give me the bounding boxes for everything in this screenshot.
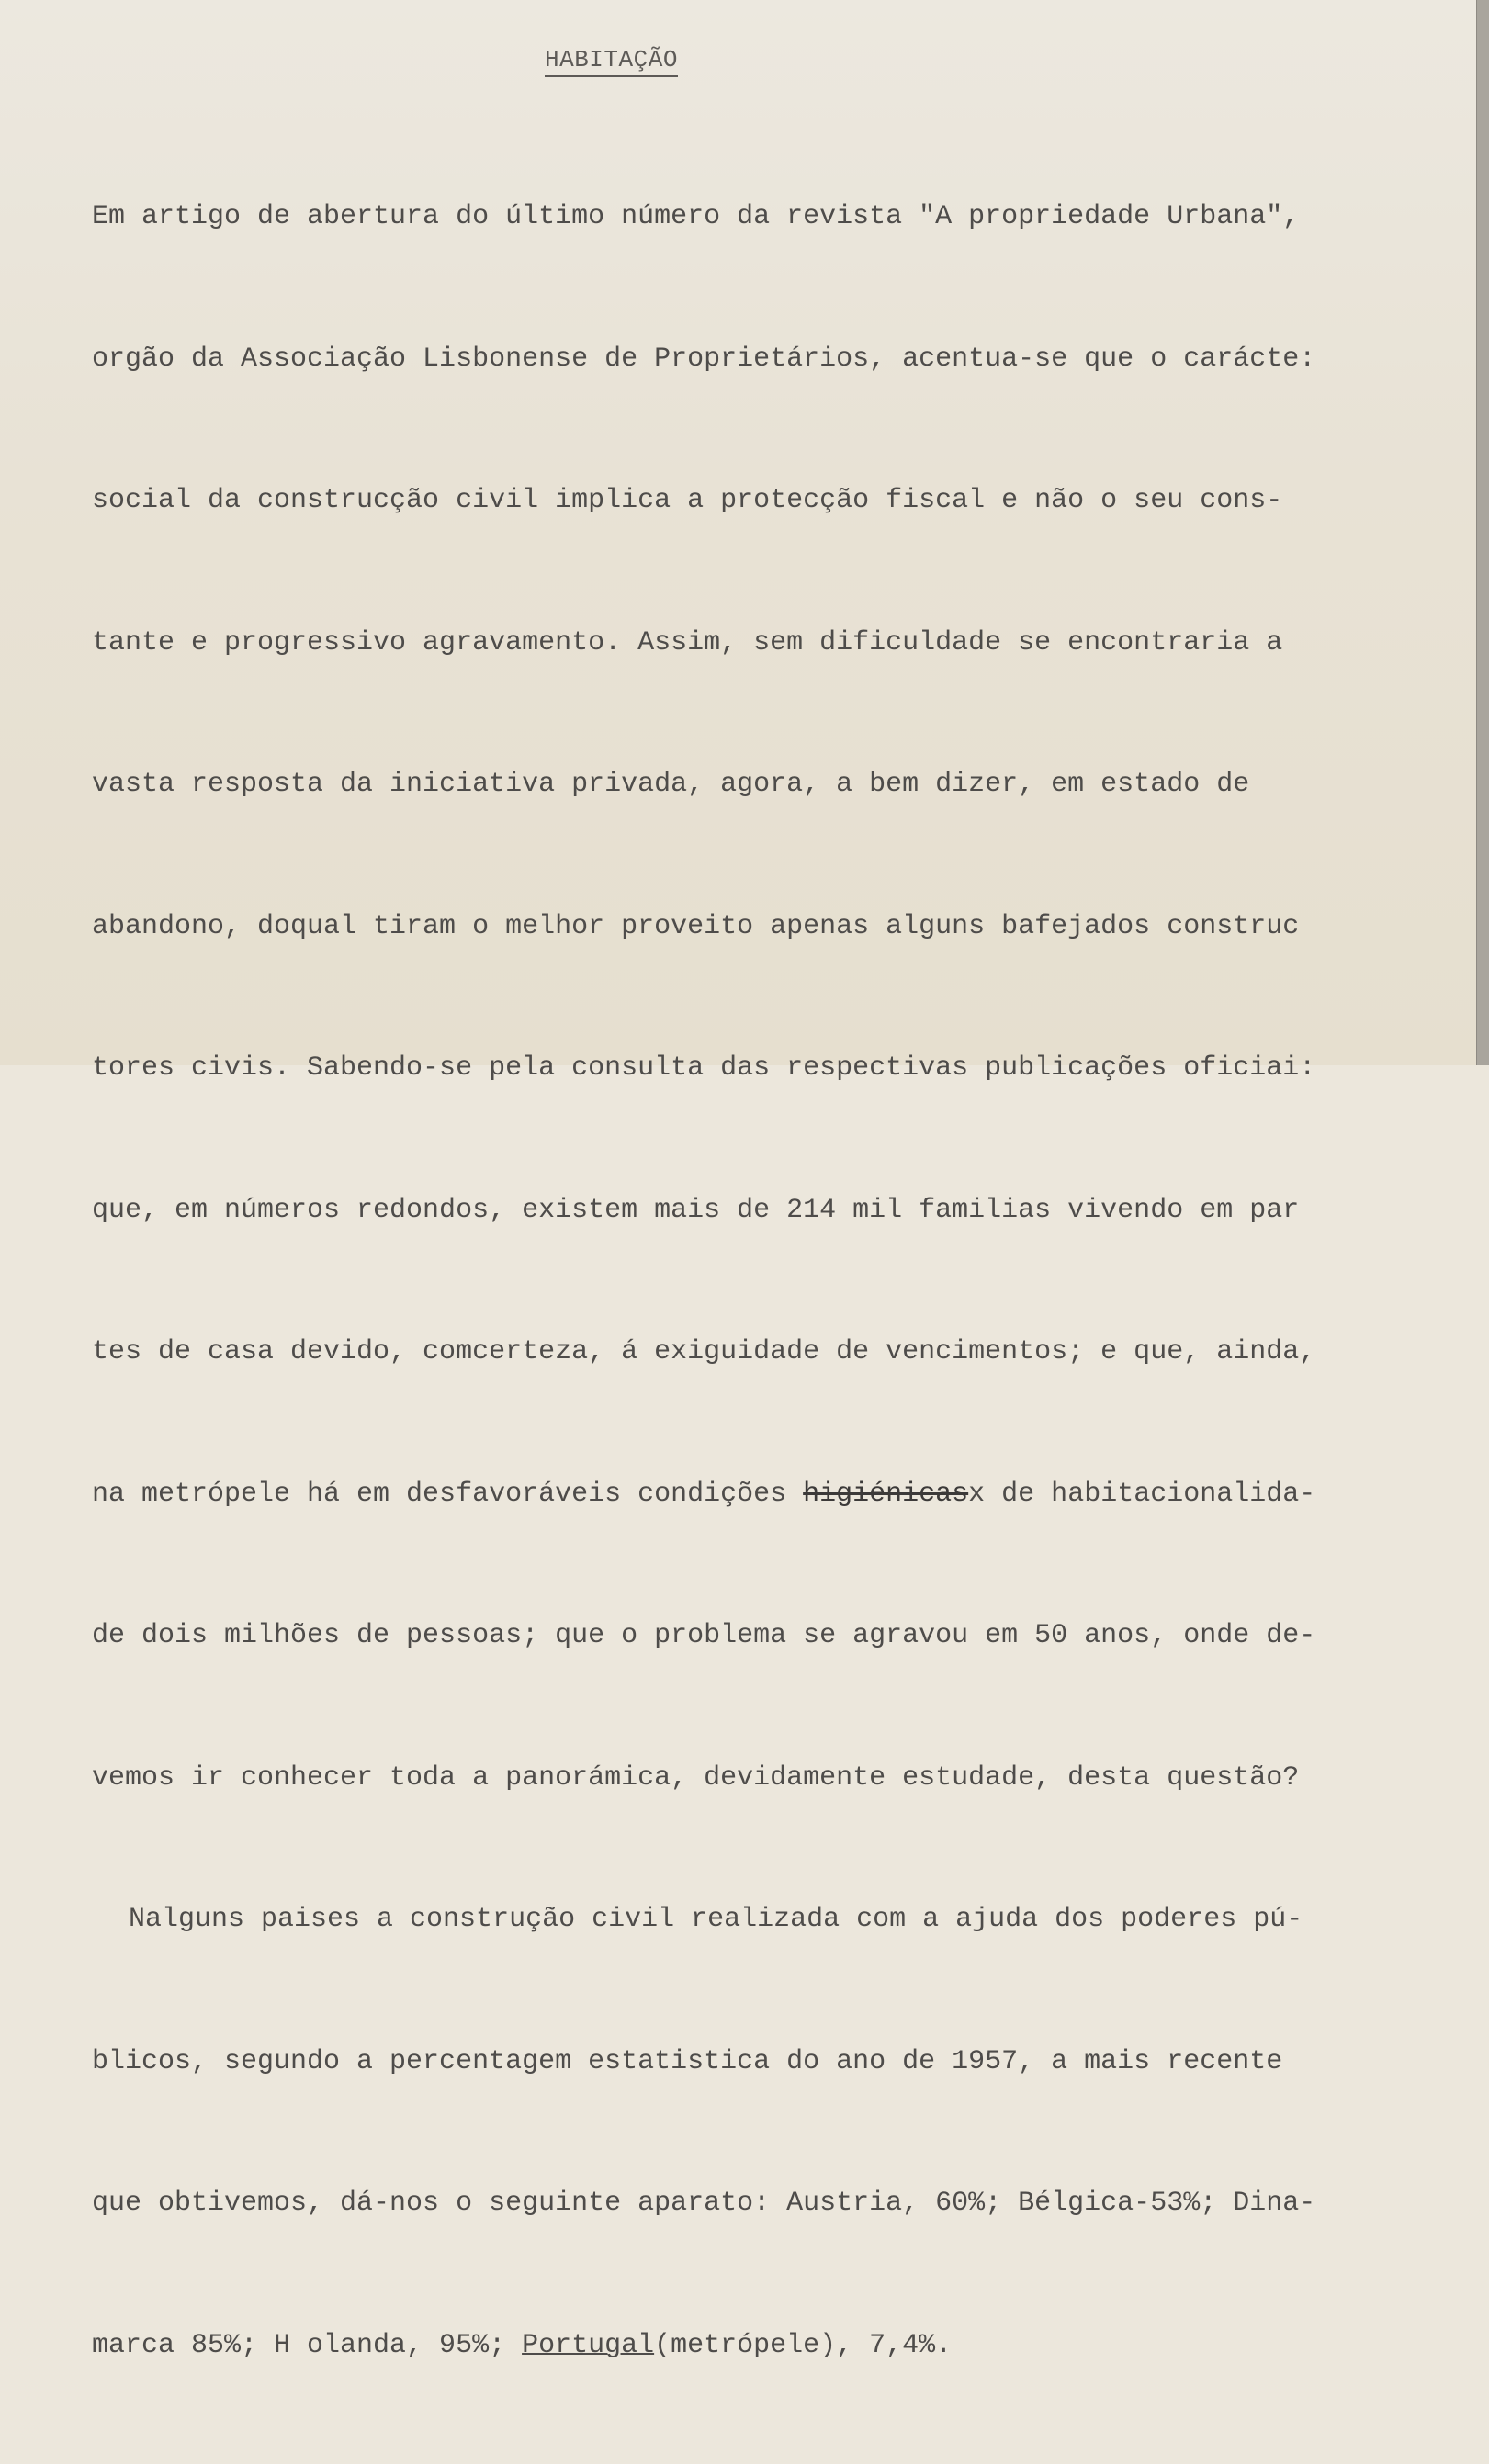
line-segment: (metrópele), 7,4%. (654, 2329, 953, 2361)
text-line: Em artigo de abertura do último número da revista "A propriedade Urbana", (92, 201, 1300, 232)
typewritten-body (92, 99, 1470, 2464)
text-line: vemos ir conhecer toda a panorámica, devidamente estudade, desta questão? (92, 1761, 1300, 1794)
text-line: orgão da Associação Lisbonense de Proprietários, acentua-se que o carácte: (92, 343, 1316, 375)
text-line-with-underline (92, 2323, 1470, 2370)
text-line: tante e progressivo agravamento. Assim, sem dificuldade se encontraria a (92, 626, 1283, 658)
text-line: que obtivemos, dá-nos o seguinte aparato: Austria, 60%; Bélgica-53%; Dina- (92, 2188, 1316, 2219)
document-title: HABITAÇÃO (545, 46, 678, 77)
struck-out-word: higiénicas (803, 1478, 969, 1510)
underlined-word: Portugal (522, 2329, 655, 2361)
text-line: abandono, doqual tiram o melhor proveito apenas alguns bafejados construc (92, 910, 1300, 942)
paragraph-start-line: Nalguns paises a construção civil realizada com a ajuda dos poderes pú- (129, 1904, 1303, 1935)
text-line: blicos, segundo a percentagem estatistica do ano de 1957, a mais recente (92, 2045, 1283, 2077)
text-line: tes de casa devido, comcerteza, á exiguidade de vencimentos; e que, ainda, (92, 1336, 1316, 1367)
line-segment: x de habitacionalida- (968, 1478, 1316, 1510)
text-line-with-strikeout (92, 1471, 1470, 1519)
text-line: tores civis. Sabendo-se pela consulta das respectivas publicações oficiai: (92, 1052, 1316, 1084)
text-line: vasta resposta da iniciativa privada, agora, a bem dizer, em estado de (92, 769, 1250, 800)
text-line: que, em números redondos, existem mais de 214 mil familias vivendo em par (92, 1194, 1300, 1226)
text-line: de dois milhões de pessoas; que o problema se agravou em 50 anos, onde de- (92, 1620, 1316, 1651)
line-segment: marca 85%; H olanda, 95%; (92, 2329, 523, 2361)
page-edge-shadow (1476, 0, 1489, 1065)
line-segment: na metrópele há em desfavoráveis condições (92, 1478, 804, 1510)
text-line: social da construcção civil implica a protecção fiscal e não o seu cons- (92, 485, 1283, 516)
